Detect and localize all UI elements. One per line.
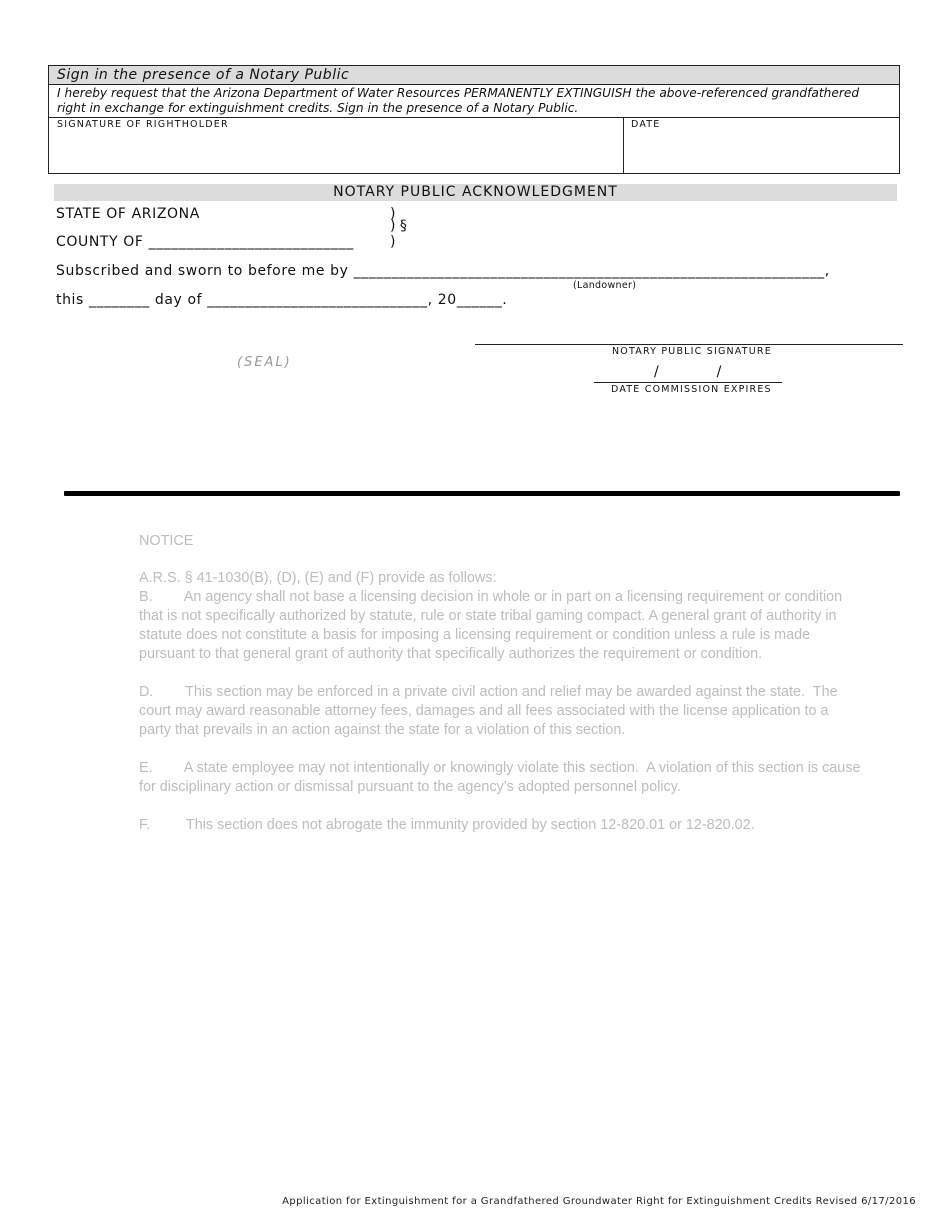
commission-date-slashes[interactable]: / / xyxy=(654,364,722,380)
notice-d-line-1: D. This section may be enforced in a private civil action and relief may be awarded against the state. The xyxy=(139,684,838,700)
venue-brace-top: ) xyxy=(390,206,396,222)
state-line: STATE OF ARIZONA xyxy=(56,206,200,222)
commission-date-line xyxy=(594,382,782,383)
notice-e-line-2: for disciplinary action or dismissal pursuant to the agency’s adopted personnel policy. xyxy=(139,779,681,795)
notary-section-title: NOTARY PUBLIC ACKNOWLEDGMENT xyxy=(54,184,897,201)
rightholder-signature-field[interactable] xyxy=(49,118,624,173)
signature-label: SIGNATURE OF RIGHTHOLDER xyxy=(57,119,229,130)
notary-signature-label: NOTARY PUBLIC SIGNATURE xyxy=(612,346,772,357)
notice-b-line-2: that is not specifically authorized by statute, rule or state tribal gaming compact. A general grant of authority in xyxy=(139,608,837,624)
venue-brace-bottom: ) xyxy=(390,234,396,250)
notice-b-line-1: B. An agency shall not base a licensing decision in whole or in part on a licensing requirement or condition xyxy=(139,589,843,605)
landowner-label: (Landowner) xyxy=(573,280,637,291)
notice-title: NOTICE xyxy=(139,533,194,549)
rightholder-signature-box xyxy=(48,65,900,174)
notice-b-line-3: statute does not constitute a basis for imposing a licensing requirement or condition unless a rule is made xyxy=(139,627,811,643)
commission-expires-label: DATE COMMISSION EXPIRES xyxy=(611,384,772,395)
section-divider xyxy=(64,491,900,496)
signature-date-field[interactable] xyxy=(623,118,899,173)
notice-f-line-1: F. This section does not abrogate the immunity provided by section 12-820.01 or 12-820.02. xyxy=(139,817,755,833)
subscribed-sworn-line[interactable]: Subscribed and sworn to before me by ______________________________________________________________, xyxy=(56,263,830,279)
notice-d-line-3: party that prevails in an action against the state for a violation of this section. xyxy=(139,722,626,738)
notice-intro: A.R.S. § 41-1030(B), (D), (E) and (F) provide as follows: xyxy=(139,570,497,586)
signature-section-header: Sign in the presence of a Notary Public xyxy=(49,66,899,85)
notary-signature-line[interactable] xyxy=(475,344,903,345)
venue-section-symbol: ) § xyxy=(390,218,407,234)
date-label: DATE xyxy=(631,119,661,130)
notice-d-line-2: court may award reasonable attorney fees, damages and all fees associated with the license application to a xyxy=(139,703,829,719)
form-footer: Application for Extinguishment for a Grandfathered Groundwater Right for Extinguishment Credits Revised 6/17/2016 xyxy=(282,1196,916,1207)
acknowledgment-date-line[interactable]: this ________ day of _____________________________, 20______. xyxy=(56,292,508,308)
extinguish-request-text xyxy=(49,85,899,118)
request-text-line-1: I hereby request that the Arizona Department of Water Resources PERMANENTLY EXTINGUISH the above-referenced grandfathered xyxy=(57,86,860,100)
notice-section xyxy=(139,532,929,835)
county-line[interactable]: COUNTY OF ___________________________ xyxy=(56,234,354,250)
seal-placeholder: (SEAL) xyxy=(237,355,292,370)
notice-e-line-1: E. A state employee may not intentionally or knowingly violate this section. A violation of this section is cause xyxy=(139,760,861,776)
notice-b-line-4: pursuant to that general grant of authority that specifically authorizes the requirement or condition. xyxy=(139,646,763,662)
request-text-line-2: right in exchange for extinguishment credits. Sign in the presence of a Notary Public. xyxy=(57,101,579,115)
